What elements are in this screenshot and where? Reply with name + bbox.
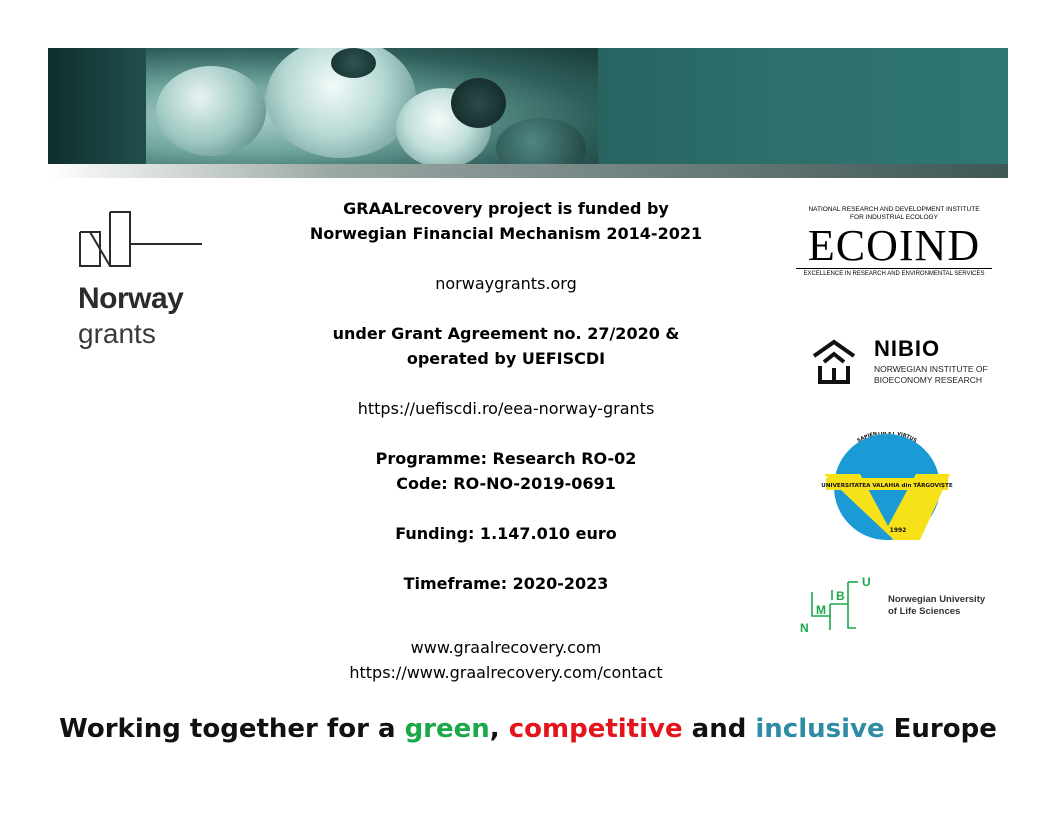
timeframe-text: Timeframe: 2020-2023 xyxy=(403,574,609,593)
code-text: Code: RO-NO-2019-0691 xyxy=(396,474,616,493)
funded-line-1: GRAALrecovery project is funded by xyxy=(343,199,669,218)
nibio-sub-line-1: NORWEGIAN INSTITUTE OF xyxy=(874,364,988,374)
ecoind-name: ECOIND xyxy=(796,224,992,269)
nmbu-mark-icon xyxy=(800,574,880,636)
tagline-competitive: competitive xyxy=(508,714,683,744)
norway-word: Norway xyxy=(78,282,184,315)
tagline-part: and xyxy=(682,714,756,744)
cell-blob xyxy=(331,48,376,78)
nmbu-name xyxy=(888,594,985,618)
website-link[interactable]: www.graalrecovery.com xyxy=(410,638,602,657)
norway-grants-logo xyxy=(78,210,208,350)
tagline-part: Europe xyxy=(884,714,997,744)
nibio-logo xyxy=(810,336,990,390)
programme-text: Programme: Research RO-02 xyxy=(375,449,637,468)
valahia-name: UNIVERSITATEA VALAHIA din TÂRGOVIȘTE xyxy=(821,483,953,489)
microscopy-image xyxy=(146,48,598,164)
header-banner xyxy=(48,48,1008,164)
norway-grants-mark-icon xyxy=(78,210,208,280)
tagline xyxy=(0,714,1056,744)
nmbu-line-2: of Life Sciences xyxy=(888,606,961,617)
tagline-inclusive: inclusive xyxy=(755,714,885,744)
norway-grants-link[interactable]: norwaygrants.org xyxy=(435,274,577,293)
ecoind-slogan: EXCELLENCE IN RESEARCH AND ENVIRONMENTAL SERVICES xyxy=(803,271,985,277)
nibio-mark-icon xyxy=(810,338,858,386)
nmbu-letter-n: N xyxy=(800,621,809,635)
valahia-seal-icon xyxy=(820,432,954,542)
tagline-green: green xyxy=(404,714,490,744)
ecoind-top-line-2: FOR INDUSTRIAL ECOLOGY xyxy=(850,214,938,221)
nibio-sub-line-2: BIOECONOMY RESEARCH xyxy=(874,375,983,385)
valahia-university-logo xyxy=(820,432,954,542)
cell-blob xyxy=(451,78,506,128)
cell-blob xyxy=(496,118,586,164)
nmbu-line-1: Norwegian University xyxy=(888,594,986,605)
nmbu-letter-b: B xyxy=(836,589,845,603)
nibio-name: NIBIO xyxy=(874,336,941,361)
nmbu-logo xyxy=(800,574,1000,636)
valahia-motto: SAPIENTIA ET VIRTUS xyxy=(856,432,918,445)
nibio-sub xyxy=(874,364,988,386)
uefiscdi-link[interactable]: https://uefiscdi.ro/eea-norway-grants xyxy=(357,399,655,418)
nmbu-letter-m: M xyxy=(816,603,826,617)
funding-info xyxy=(300,196,712,685)
contact-link[interactable]: https://www.graalrecovery.com/contact xyxy=(349,663,663,682)
grants-word: grants xyxy=(78,318,156,349)
banner-gradient-strip xyxy=(48,164,1008,178)
tagline-part: , xyxy=(489,714,509,744)
grant-line-1: under Grant Agreement no. 27/2020 & xyxy=(332,324,680,343)
valahia-year: 1992 xyxy=(889,527,907,534)
funded-line-2: Norwegian Financial Mechanism 2014-2021 xyxy=(309,224,703,243)
cell-blob xyxy=(156,66,266,156)
ecoind-logo xyxy=(796,206,992,290)
nmbu-letter-u: U xyxy=(862,575,871,589)
tagline-part: Working together for a xyxy=(59,714,405,744)
ecoind-top-line-1: NATIONAL RESEARCH AND DEVELOPMENT INSTITUTE xyxy=(808,206,980,213)
grant-line-2: operated by UEFISCDI xyxy=(406,349,606,368)
funding-text: Funding: 1.147.010 euro xyxy=(395,524,617,543)
